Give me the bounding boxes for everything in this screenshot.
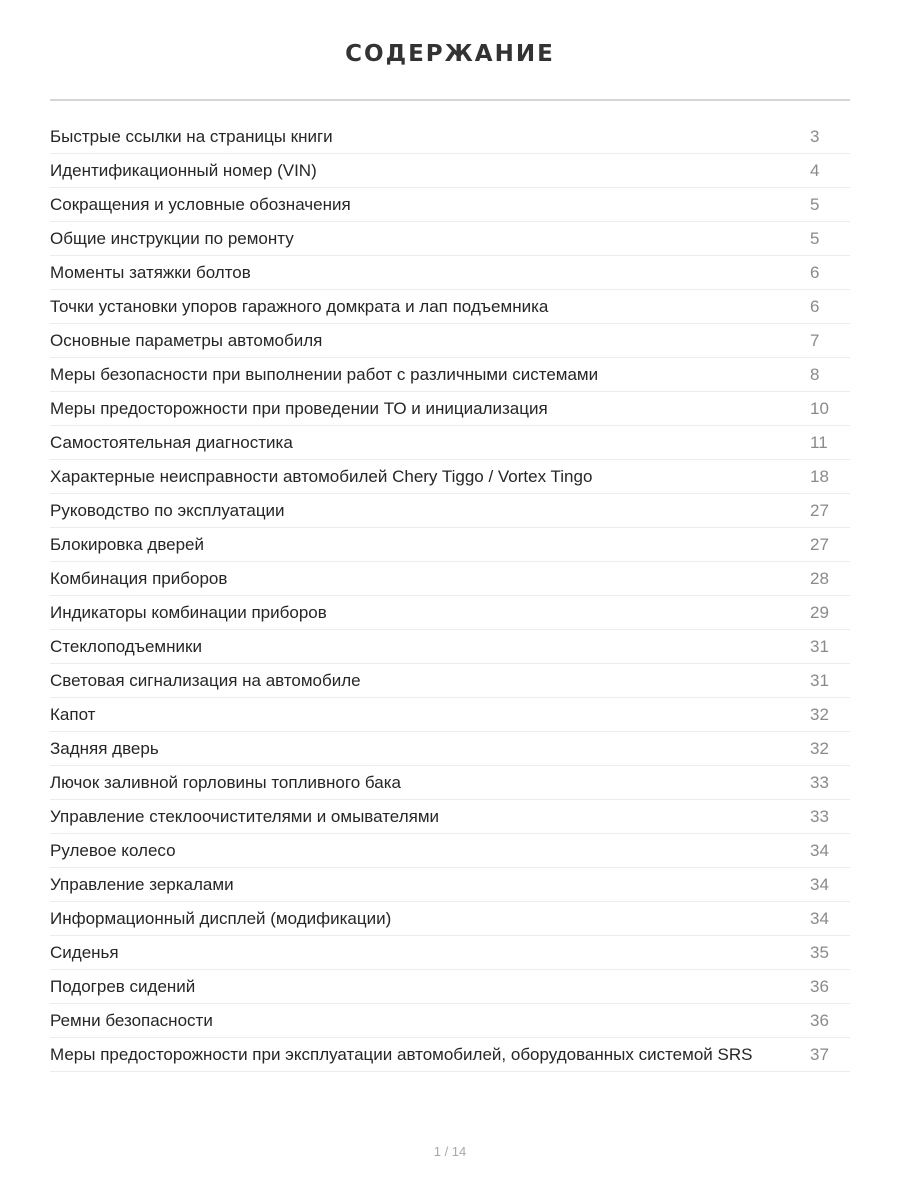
toc-row[interactable] <box>50 834 850 868</box>
toc-entry-title[interactable]: Комбинация приборов <box>50 568 228 588</box>
toc-row[interactable] <box>50 494 850 528</box>
toc-row[interactable] <box>50 698 850 732</box>
toc-page-number: 8 <box>810 364 820 384</box>
toc-row[interactable] <box>50 800 850 834</box>
page-title: СОДЕРЖАНИЕ <box>345 41 555 67</box>
toc-entry-title[interactable]: Лючок заливной горловины топливного бака <box>50 772 401 792</box>
toc-page-number: 6 <box>810 262 820 282</box>
toc-row[interactable] <box>50 732 850 766</box>
toc-page-number: 27 <box>810 534 829 554</box>
toc-entry-title[interactable]: Управление зеркалами <box>50 874 234 894</box>
toc-page-number: 36 <box>810 976 829 996</box>
toc-page-number: 5 <box>810 228 820 248</box>
toc-entry-title[interactable]: Моменты затяжки болтов <box>50 262 251 282</box>
toc-row[interactable] <box>50 902 850 936</box>
toc-page-number: 31 <box>810 636 829 656</box>
toc-row[interactable] <box>50 664 850 698</box>
toc-entry-title[interactable]: Стеклоподъемники <box>50 636 202 656</box>
toc-entry-title[interactable]: Общие инструкции по ремонту <box>50 228 294 248</box>
toc-row[interactable] <box>50 970 850 1004</box>
toc-entry-title[interactable]: Подогрев сидений <box>50 976 196 996</box>
toc-page-number: 31 <box>810 670 829 690</box>
toc-row[interactable] <box>50 1004 850 1038</box>
toc-row[interactable] <box>50 256 850 290</box>
toc-row[interactable] <box>50 358 850 392</box>
toc-row[interactable] <box>50 290 850 324</box>
toc-page-number: 34 <box>810 840 829 860</box>
toc-page-number: 11 <box>810 432 828 452</box>
toc-page-number: 10 <box>810 398 829 418</box>
toc-page-number: 33 <box>810 806 829 826</box>
toc-page-number: 34 <box>810 908 829 928</box>
toc-page-number: 4 <box>810 160 820 180</box>
toc-entry-title[interactable]: Основные параметры автомобиля <box>50 330 323 350</box>
toc-entry-title[interactable]: Капот <box>50 704 96 724</box>
toc-page-number: 37 <box>810 1044 829 1064</box>
toc-page-number: 6 <box>810 296 820 316</box>
toc-row[interactable] <box>50 1038 850 1072</box>
toc-row[interactable] <box>50 120 850 154</box>
toc-page-number: 5 <box>810 194 820 214</box>
toc-entry-title[interactable]: Точки установки упоров гаражного домкрата и лап подъемника <box>50 296 549 316</box>
toc-entry-title[interactable]: Меры предосторожности при проведении ТО и инициализация <box>50 398 548 418</box>
toc-entry-title[interactable]: Меры безопасности при выполнении работ с различными системами <box>50 364 599 384</box>
toc-row[interactable] <box>50 154 850 188</box>
toc-page-number: 3 <box>810 126 820 146</box>
toc-row[interactable] <box>50 562 850 596</box>
toc-entry-title[interactable]: Быстрые ссылки на страницы книги <box>50 126 333 146</box>
toc-entry-title[interactable]: Характерные неисправности автомобилей Chery Tiggo / Vortex Tingo <box>50 466 593 486</box>
toc-row[interactable] <box>50 936 850 970</box>
toc-page-number: 32 <box>810 704 829 724</box>
toc-entry-title[interactable]: Рулевое колесо <box>50 840 176 860</box>
toc-page-number: 18 <box>810 466 829 486</box>
toc-row[interactable] <box>50 868 850 902</box>
toc-entry-title[interactable]: Световая сигнализация на автомобиле <box>50 670 361 690</box>
table-of-contents <box>50 120 850 1072</box>
toc-page-number: 34 <box>810 874 829 894</box>
toc-row[interactable] <box>50 188 850 222</box>
toc-page-number: 32 <box>810 738 829 758</box>
toc-page-number: 7 <box>810 330 820 350</box>
toc-entry-title[interactable]: Задняя дверь <box>50 738 159 758</box>
toc-entry-title[interactable]: Меры предосторожности при эксплуатации автомобилей, оборудованных системой SRS <box>50 1044 753 1064</box>
toc-entry-title[interactable]: Блокировка дверей <box>50 534 205 554</box>
toc-entry-title[interactable]: Индикаторы комбинации приборов <box>50 602 327 622</box>
toc-entry-title[interactable]: Ремни безопасности <box>50 1010 213 1030</box>
toc-entry-title[interactable]: Сокращения и условные обозначения <box>50 194 351 214</box>
toc-row[interactable] <box>50 460 850 494</box>
toc-row[interactable] <box>50 596 850 630</box>
toc-row[interactable] <box>50 528 850 562</box>
toc-page-number: 33 <box>810 772 829 792</box>
toc-row[interactable] <box>50 766 850 800</box>
toc-entry-title[interactable]: Самостоятельная диагностика <box>50 432 293 452</box>
toc-entry-title[interactable]: Руководство по эксплуатации <box>50 500 285 520</box>
page-counter: 1 / 14 <box>433 1144 467 1159</box>
toc-entry-title[interactable]: Сиденья <box>50 942 119 962</box>
toc-row[interactable] <box>50 426 850 460</box>
toc-page-number: 35 <box>810 942 829 962</box>
toc-page-number: 27 <box>810 500 829 520</box>
toc-entry-title[interactable]: Информационный дисплей (модификации) <box>50 908 392 928</box>
toc-entry-title[interactable]: Управление стеклоочистителями и омывателями <box>50 806 439 826</box>
toc-page-number: 36 <box>810 1010 829 1030</box>
toc-row[interactable] <box>50 222 850 256</box>
toc-entry-title[interactable]: Идентификационный номер (VIN) <box>50 160 317 180</box>
toc-page-number: 28 <box>810 568 829 588</box>
title-divider <box>50 99 850 101</box>
toc-row[interactable] <box>50 324 850 358</box>
toc-row[interactable] <box>50 630 850 664</box>
toc-page-number: 29 <box>810 602 829 622</box>
toc-row[interactable] <box>50 392 850 426</box>
